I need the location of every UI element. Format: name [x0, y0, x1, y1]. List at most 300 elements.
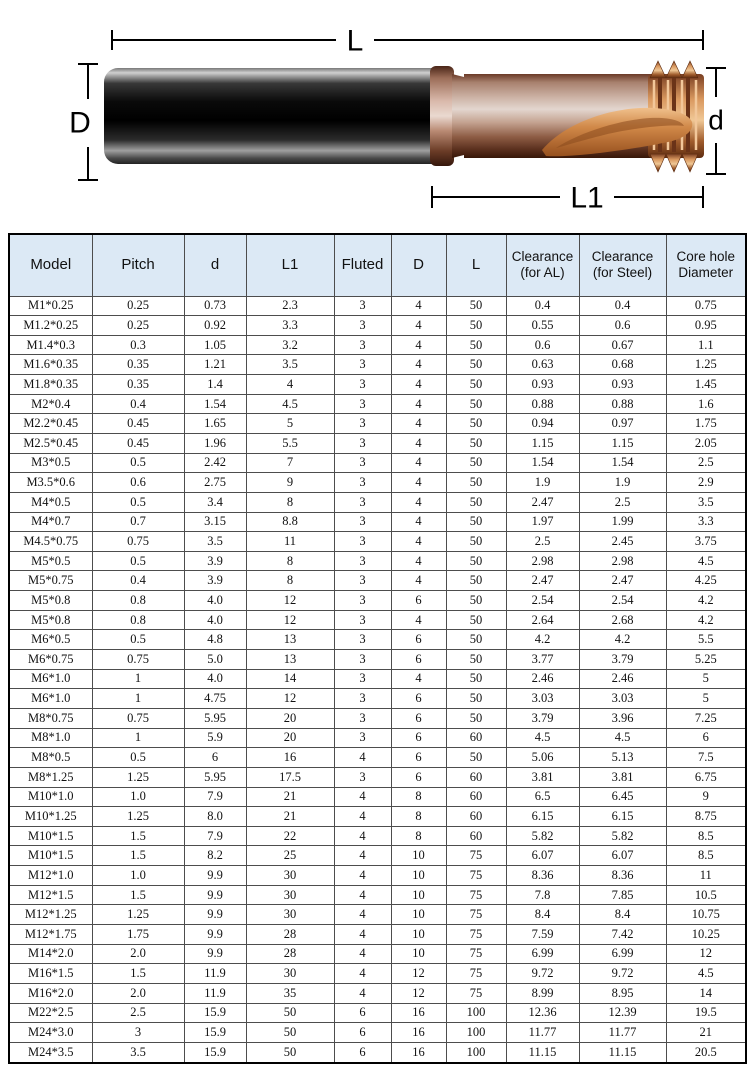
table-cell: 3.79: [506, 708, 579, 728]
table-cell: 8.8: [246, 512, 334, 532]
spec-table: [8, 233, 747, 1064]
table-cell: 1.5: [92, 885, 184, 905]
table-cell: 1.45: [666, 375, 746, 395]
table-cell: 1.15: [506, 433, 579, 453]
tip-teeth-bottom: [650, 154, 698, 172]
table-cell: 1.25: [666, 355, 746, 375]
table-cell: 9.72: [506, 964, 579, 984]
column-header-model: Model: [9, 234, 92, 296]
table-row: [9, 551, 746, 571]
table-cell: 0.5: [92, 453, 184, 473]
table-cell: 50: [446, 375, 506, 395]
table-row: [9, 316, 746, 336]
table-cell: 6: [334, 1003, 391, 1023]
table-cell: 6: [391, 708, 446, 728]
table-cell: 3: [334, 689, 391, 709]
table-cell: 8: [391, 826, 446, 846]
table-cell: 8.4: [506, 905, 579, 925]
table-cell: 5: [246, 414, 334, 434]
table-cell: 11.77: [579, 1023, 666, 1043]
table-cell: 0.5: [92, 551, 184, 571]
table-cell: 75: [446, 885, 506, 905]
table-cell: 21: [666, 1023, 746, 1043]
table-cell: M1.6*0.35: [9, 355, 92, 375]
table-cell: 4: [334, 944, 391, 964]
table-cell: 3.79: [579, 650, 666, 670]
table-cell: 50: [446, 630, 506, 650]
table-cell: 0.3: [92, 335, 184, 355]
table-cell: 3: [334, 669, 391, 689]
table-cell: 11: [246, 532, 334, 552]
table-cell: 75: [446, 905, 506, 925]
table-cell: 11: [666, 866, 746, 886]
table-cell: 4: [334, 787, 391, 807]
table-cell: 2.98: [506, 551, 579, 571]
table-cell: 4: [334, 846, 391, 866]
table-cell: 9.72: [579, 964, 666, 984]
table-cell: 50: [246, 1023, 334, 1043]
table-cell: 1.4: [184, 375, 246, 395]
table-cell: 50: [446, 512, 506, 532]
table-cell: 6: [334, 1023, 391, 1043]
table-cell: 4: [391, 551, 446, 571]
table-cell: 1.5: [92, 846, 184, 866]
table-row: [9, 492, 746, 512]
table-cell: 8.5: [666, 826, 746, 846]
table-row: [9, 296, 746, 316]
table-cell: 2.5: [506, 532, 579, 552]
table-cell: 50: [446, 650, 506, 670]
table-cell: 8.36: [506, 866, 579, 886]
table-cell: 11.9: [184, 983, 246, 1003]
table-cell: 3: [334, 453, 391, 473]
table-cell: 50: [446, 453, 506, 473]
header-row: [9, 234, 746, 296]
table-cell: 50: [446, 316, 506, 336]
table-cell: M1.4*0.3: [9, 335, 92, 355]
table-cell: 2.68: [579, 610, 666, 630]
table-cell: 7.8: [506, 885, 579, 905]
table-row: [9, 473, 746, 493]
table-cell: M14*2.0: [9, 944, 92, 964]
table-cell: 8.75: [666, 807, 746, 827]
table-cell: 12: [666, 944, 746, 964]
table-cell: 4.5: [506, 728, 579, 748]
table-cell: 3.4: [184, 492, 246, 512]
table-cell: 22: [246, 826, 334, 846]
table-cell: 5.5: [246, 433, 334, 453]
table-cell: 50: [446, 591, 506, 611]
table-cell: 2.05: [666, 433, 746, 453]
table-row: [9, 807, 746, 827]
table-cell: 6: [391, 650, 446, 670]
table-cell: 3.5: [666, 492, 746, 512]
table-cell: 10.25: [666, 925, 746, 945]
table-cell: M8*0.5: [9, 748, 92, 768]
table-cell: 50: [446, 394, 506, 414]
table-cell: 2.54: [506, 591, 579, 611]
table-cell: 7.5: [666, 748, 746, 768]
table-cell: M12*1.0: [9, 866, 92, 886]
table-cell: 6.75: [666, 767, 746, 787]
table-cell: 0.63: [506, 355, 579, 375]
table-cell: 0.75: [666, 296, 746, 316]
table-cell: M5*0.8: [9, 610, 92, 630]
column-header-clearance-steel: Clearance (for Steel): [579, 234, 666, 296]
table-cell: 0.8: [92, 610, 184, 630]
table-row: [9, 748, 746, 768]
table-cell: 10.75: [666, 905, 746, 925]
table-cell: 14: [246, 669, 334, 689]
table-cell: 50: [446, 551, 506, 571]
table-cell: 3: [334, 512, 391, 532]
table-cell: 5.25: [666, 650, 746, 670]
shank: [104, 68, 434, 164]
table-row: [9, 532, 746, 552]
table-cell: 11.77: [506, 1023, 579, 1043]
table-cell: 3: [334, 375, 391, 395]
table-cell: 50: [446, 492, 506, 512]
table-cell: 1.5: [92, 826, 184, 846]
table-cell: 11.15: [506, 1042, 579, 1063]
table-cell: 4: [334, 748, 391, 768]
table-cell: 6: [391, 689, 446, 709]
table-cell: 2.64: [506, 610, 579, 630]
table-row: [9, 708, 746, 728]
table-cell: 6.5: [506, 787, 579, 807]
table-cell: 1.5: [92, 964, 184, 984]
table-cell: 6.07: [579, 846, 666, 866]
table-cell: 3: [334, 650, 391, 670]
table-cell: 7.85: [579, 885, 666, 905]
table-cell: 3: [334, 394, 391, 414]
table-cell: 2.5: [666, 453, 746, 473]
table-cell: 3: [334, 532, 391, 552]
table-row: [9, 571, 746, 591]
table-cell: 4.5: [666, 551, 746, 571]
table-row: [9, 728, 746, 748]
table-row: [9, 689, 746, 709]
table-cell: 5.06: [506, 748, 579, 768]
table-cell: 50: [446, 532, 506, 552]
table-cell: 4: [391, 433, 446, 453]
table-cell: 10: [391, 866, 446, 886]
table-cell: 1.54: [579, 453, 666, 473]
table-cell: 30: [246, 905, 334, 925]
table-cell: 3: [334, 728, 391, 748]
column-header-pitch: Pitch: [92, 234, 184, 296]
table-cell: M12*1.75: [9, 925, 92, 945]
table-row: [9, 885, 746, 905]
table-cell: 75: [446, 846, 506, 866]
table-cell: 4.0: [184, 610, 246, 630]
table-cell: 3.5: [92, 1042, 184, 1063]
dimension-L1: [432, 186, 703, 208]
table-cell: 5.95: [184, 708, 246, 728]
table-cell: 4: [391, 492, 446, 512]
table-cell: 1.9: [506, 473, 579, 493]
table-cell: 50: [246, 1042, 334, 1063]
table-cell: 4.2: [666, 610, 746, 630]
table-cell: 8: [246, 492, 334, 512]
table-cell: 11.15: [579, 1042, 666, 1063]
table-cell: 50: [446, 669, 506, 689]
table-cell: 0.5: [92, 748, 184, 768]
table-cell: 4: [391, 316, 446, 336]
table-cell: 28: [246, 925, 334, 945]
table-cell: 5: [666, 689, 746, 709]
table-cell: 4.2: [506, 630, 579, 650]
table-cell: M1*0.25: [9, 296, 92, 316]
table-cell: 5: [666, 669, 746, 689]
table-cell: 1.96: [184, 433, 246, 453]
table-cell: 75: [446, 866, 506, 886]
column-header-core-hole: Core hole Diameter: [666, 234, 746, 296]
table-cell: 6.15: [579, 807, 666, 827]
table-row: [9, 767, 746, 787]
table-cell: 0.45: [92, 414, 184, 434]
table-cell: 3: [334, 296, 391, 316]
table-cell: 15.9: [184, 1003, 246, 1023]
table-cell: 21: [246, 787, 334, 807]
table-cell: 6: [391, 748, 446, 768]
table-cell: M4*0.7: [9, 512, 92, 532]
table-cell: 15.9: [184, 1023, 246, 1043]
table-cell: 2.47: [506, 571, 579, 591]
table-cell: 1: [92, 689, 184, 709]
table-cell: 1.65: [184, 414, 246, 434]
column-header-fluted: Fluted: [334, 234, 391, 296]
table-cell: 2.5: [579, 492, 666, 512]
table-cell: 6.99: [506, 944, 579, 964]
table-cell: 50: [246, 1003, 334, 1023]
table-cell: 50: [446, 433, 506, 453]
table-cell: 2.5: [92, 1003, 184, 1023]
table-cell: 20: [246, 728, 334, 748]
table-row: [9, 610, 746, 630]
table-cell: 1.25: [92, 807, 184, 827]
table-cell: M4.5*0.75: [9, 532, 92, 552]
table-cell: M8*1.25: [9, 767, 92, 787]
table-cell: 0.4: [92, 571, 184, 591]
table-cell: 4: [391, 512, 446, 532]
table-cell: 0.25: [92, 316, 184, 336]
table-cell: 3.2: [246, 335, 334, 355]
table-cell: M3*0.5: [9, 453, 92, 473]
table-cell: 9.9: [184, 925, 246, 945]
table-cell: 11.9: [184, 964, 246, 984]
table-cell: 3: [92, 1023, 184, 1043]
table-row: [9, 983, 746, 1003]
table-cell: M24*3.0: [9, 1023, 92, 1043]
table-cell: 9.9: [184, 866, 246, 886]
table-cell: 4: [391, 610, 446, 630]
table-cell: M5*0.8: [9, 591, 92, 611]
table-cell: 35: [246, 983, 334, 1003]
table-cell: 6: [334, 1042, 391, 1063]
dim-label-shank-diameter: D: [69, 106, 91, 140]
table-cell: 4: [391, 473, 446, 493]
table-cell: 4: [334, 964, 391, 984]
table-cell: 3: [334, 316, 391, 336]
table-cell: 1.1: [666, 335, 746, 355]
table-cell: 6.15: [506, 807, 579, 827]
table-cell: M6*0.75: [9, 650, 92, 670]
thread-mill-illustration: [0, 0, 750, 233]
table-cell: 14: [666, 983, 746, 1003]
tool-body: [104, 61, 704, 172]
table-cell: 3.81: [579, 767, 666, 787]
table-cell: 2.42: [184, 453, 246, 473]
table-cell: 60: [446, 807, 506, 827]
table-cell: 50: [446, 335, 506, 355]
table-row: [9, 650, 746, 670]
table-cell: 3: [334, 708, 391, 728]
table-cell: 4.2: [666, 591, 746, 611]
table-cell: M8*1.0: [9, 728, 92, 748]
table-cell: 30: [246, 866, 334, 886]
table-cell: 6: [391, 767, 446, 787]
table-cell: 8.0: [184, 807, 246, 827]
table-cell: 0.55: [506, 316, 579, 336]
table-cell: 0.7: [92, 512, 184, 532]
table-cell: 3.03: [506, 689, 579, 709]
table-cell: 8: [246, 551, 334, 571]
table-cell: 75: [446, 944, 506, 964]
table-cell: 30: [246, 964, 334, 984]
table-cell: 7.42: [579, 925, 666, 945]
table-cell: 1.05: [184, 335, 246, 355]
table-cell: 3.03: [579, 689, 666, 709]
table-cell: 3.5: [184, 532, 246, 552]
table-cell: 2.46: [579, 669, 666, 689]
table-cell: 4: [391, 394, 446, 414]
table-cell: 2.9: [666, 473, 746, 493]
table-cell: 6: [184, 748, 246, 768]
table-cell: 8: [246, 571, 334, 591]
table-cell: 3: [334, 473, 391, 493]
table-cell: 0.73: [184, 296, 246, 316]
table-cell: 50: [446, 414, 506, 434]
table-cell: 7.25: [666, 708, 746, 728]
table-cell: 1.21: [184, 355, 246, 375]
table-cell: 2.75: [184, 473, 246, 493]
table-cell: 16: [391, 1023, 446, 1043]
table-cell: 25: [246, 846, 334, 866]
table-cell: 60: [446, 787, 506, 807]
table-row: [9, 1023, 746, 1043]
table-cell: 0.97: [579, 414, 666, 434]
table-cell: M10*1.5: [9, 826, 92, 846]
table-cell: 3: [334, 591, 391, 611]
table-cell: 50: [446, 708, 506, 728]
table-cell: M6*1.0: [9, 689, 92, 709]
table-cell: 3.81: [506, 767, 579, 787]
table-cell: 5.82: [579, 826, 666, 846]
table-cell: 60: [446, 767, 506, 787]
table-cell: 3: [334, 414, 391, 434]
table-cell: 16: [391, 1042, 446, 1063]
table-cell: M12*1.5: [9, 885, 92, 905]
table-cell: 9: [666, 787, 746, 807]
table-cell: 4: [334, 905, 391, 925]
table-cell: 0.93: [579, 375, 666, 395]
table-cell: 60: [446, 826, 506, 846]
table-cell: 8.4: [579, 905, 666, 925]
table-cell: 0.5: [92, 630, 184, 650]
table-cell: 4.25: [666, 571, 746, 591]
table-cell: 3.75: [666, 532, 746, 552]
table-row: [9, 375, 746, 395]
table-cell: 7.59: [506, 925, 579, 945]
table-cell: 20: [246, 708, 334, 728]
table-cell: 12.39: [579, 1003, 666, 1023]
table-cell: 8.95: [579, 983, 666, 1003]
table-cell: 50: [446, 610, 506, 630]
table-cell: 6.99: [579, 944, 666, 964]
table-row: [9, 433, 746, 453]
table-cell: M2.2*0.45: [9, 414, 92, 434]
table-cell: M5*0.5: [9, 551, 92, 571]
table-row: [9, 846, 746, 866]
table-cell: 3.3: [666, 512, 746, 532]
table-cell: 75: [446, 983, 506, 1003]
table-cell: 3.96: [579, 708, 666, 728]
table-cell: 3: [334, 571, 391, 591]
table-cell: M1.2*0.25: [9, 316, 92, 336]
table-cell: M24*3.5: [9, 1042, 92, 1063]
table-cell: 50: [446, 571, 506, 591]
table-cell: 0.6: [506, 335, 579, 355]
table-cell: 0.35: [92, 355, 184, 375]
table-row: [9, 1042, 746, 1063]
table-cell: 0.67: [579, 335, 666, 355]
table-cell: 4.8: [184, 630, 246, 650]
table-cell: 4: [391, 335, 446, 355]
table-row: [9, 944, 746, 964]
table-cell: M16*2.0: [9, 983, 92, 1003]
table-cell: 1: [92, 728, 184, 748]
table-cell: 3.9: [184, 571, 246, 591]
table-cell: M22*2.5: [9, 1003, 92, 1023]
table-cell: 5.5: [666, 630, 746, 650]
column-header-clearance-al: Clearance (for AL): [506, 234, 579, 296]
table-cell: 4: [391, 296, 446, 316]
table-cell: 0.4: [579, 296, 666, 316]
dim-label-total-length: L: [346, 24, 364, 58]
table-cell: 2.3: [246, 296, 334, 316]
table-cell: M8*0.75: [9, 708, 92, 728]
table-cell: 3: [334, 610, 391, 630]
tip-teeth-top: [650, 61, 698, 78]
table-cell: 3: [334, 551, 391, 571]
table-cell: 75: [446, 925, 506, 945]
table-cell: 3.5: [246, 355, 334, 375]
column-header-L: L: [446, 234, 506, 296]
dim-label-flute-length: L1: [570, 181, 604, 215]
table-cell: 50: [446, 689, 506, 709]
table-cell: 12: [246, 610, 334, 630]
table-cell: 1.75: [666, 414, 746, 434]
table-row: [9, 355, 746, 375]
table-cell: 10: [391, 944, 446, 964]
table-cell: 28: [246, 944, 334, 964]
table-cell: 1: [92, 669, 184, 689]
table-cell: 10: [391, 846, 446, 866]
table-cell: 50: [446, 355, 506, 375]
table-header: [9, 234, 746, 296]
table-cell: 0.92: [184, 316, 246, 336]
